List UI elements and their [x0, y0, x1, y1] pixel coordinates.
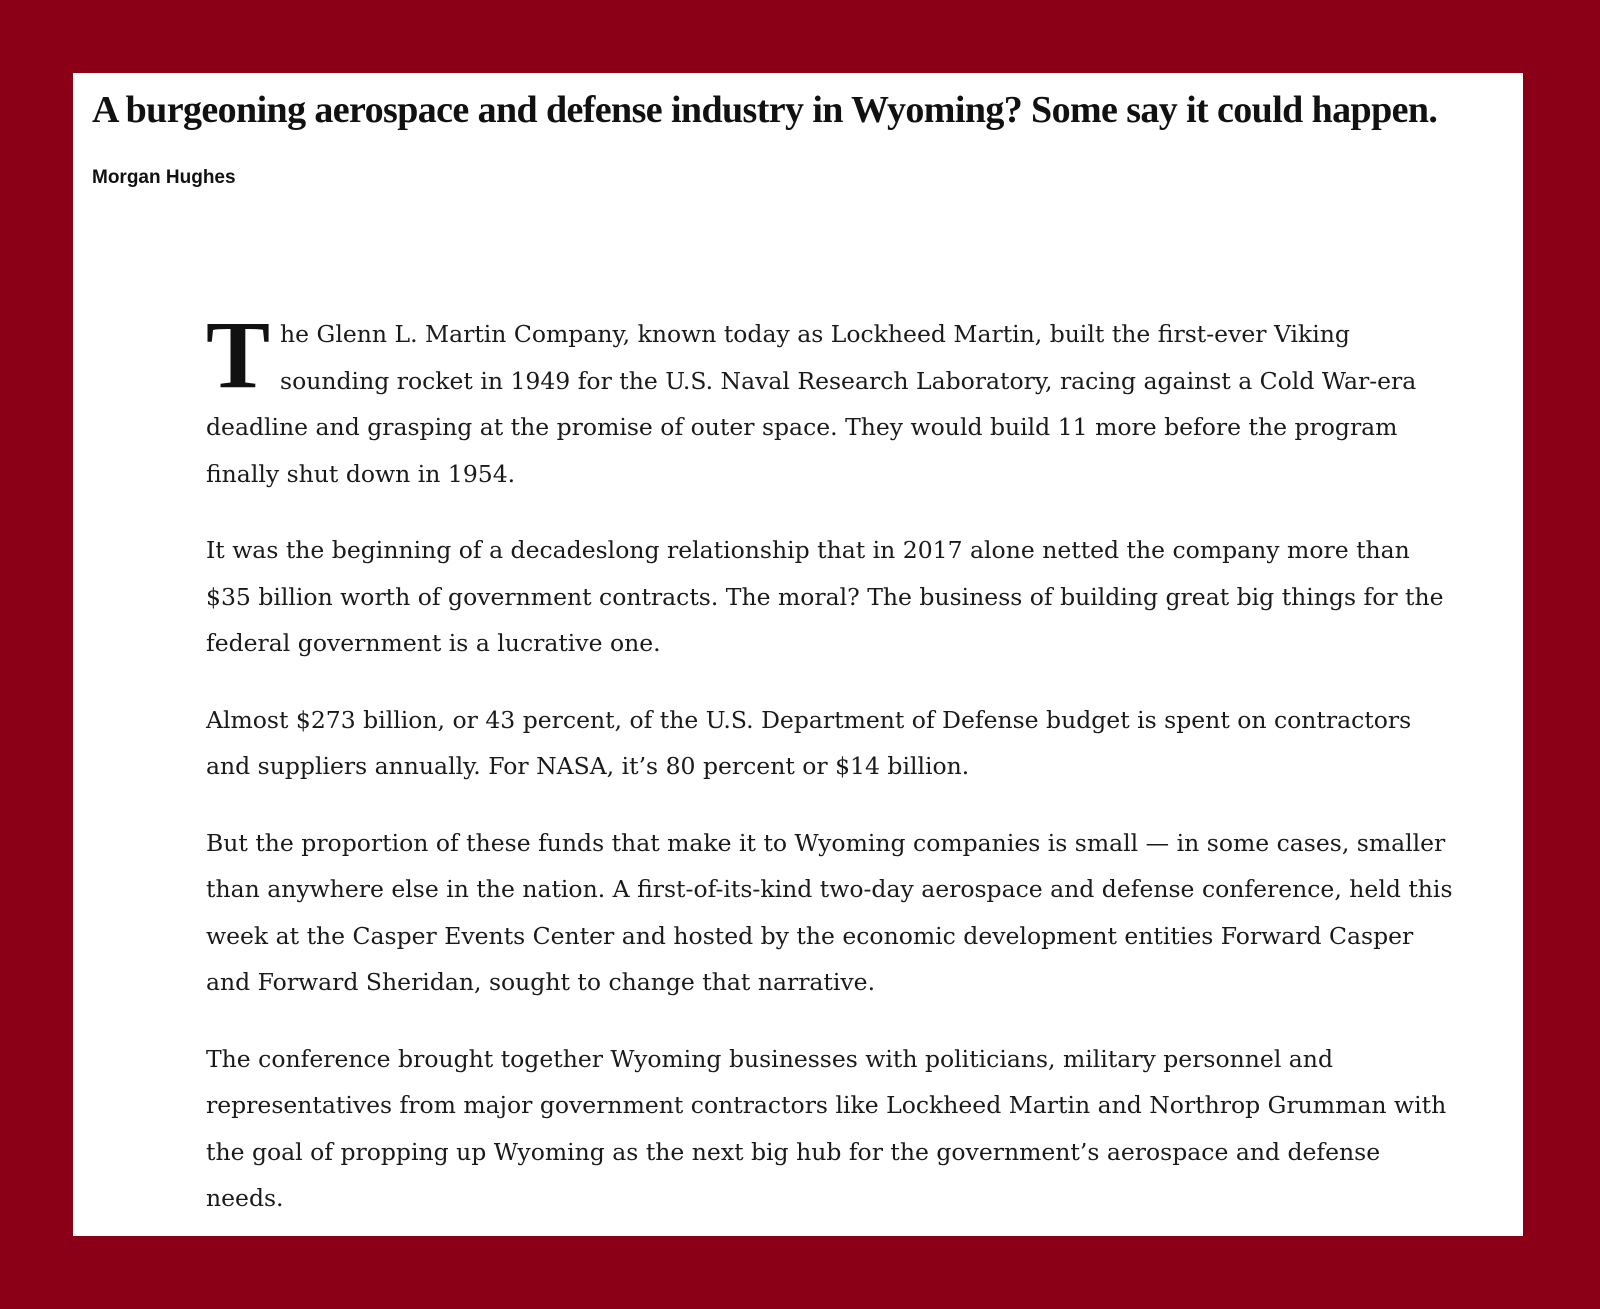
article-paragraph-4: But the proportion of these funds that make it to Wyoming companies is small — in some cases, smaller than anywhere else in the nation. A first-of-its-kind two-day aerospace and defense conference, held this week at the Casper Events Center and hosted by the economic development entities Forward Casper and Forward Sheridan, sought to change that narrative.	[206, 828, 1453, 996]
article-card	[73, 73, 1523, 1236]
article-paragraph-1-text: he Glenn L. Martin Company, known today as Lockheed Martin, built the first-ever Viking sounding rocket in 1949 for the U.S. Naval Research Laboratory, racing against a Cold War-era deadline and grasping at the promise of outer space. They would build 11 more before the program finally shut down in 1954.	[206, 320, 1417, 488]
drop-cap: T	[206, 301, 271, 408]
article-body	[206, 301, 1456, 1252]
article-headline: A burgeoning aerospace and defense industry in Wyoming? Some say it could happen.	[92, 89, 1438, 131]
author-byline: Morgan Hughes	[92, 167, 236, 188]
article-paragraph-3: Almost $273 billion, or 43 percent, of the U.S. Department of Defense budget is spent on contractors and suppliers annually. For NASA, it’s 80 percent or $14 billion.	[206, 705, 1412, 780]
article-paragraph-1	[206, 301, 1456, 497]
article-paragraph-5: The conference brought together Wyoming businesses with politicians, military personnel and representatives from major government contractors like Lockheed Martin and Northrop Grumman with the goal of propping up Wyoming as the next big hub for the government’s aerospace and defense needs.	[206, 1044, 1447, 1212]
article-paragraph-2: It was the beginning of a decadeslong relationship that in 2017 alone netted the company more than $35 billion worth of government contracts. The moral? The business of building great big things for the federal government is a lucrative one.	[206, 536, 1444, 657]
